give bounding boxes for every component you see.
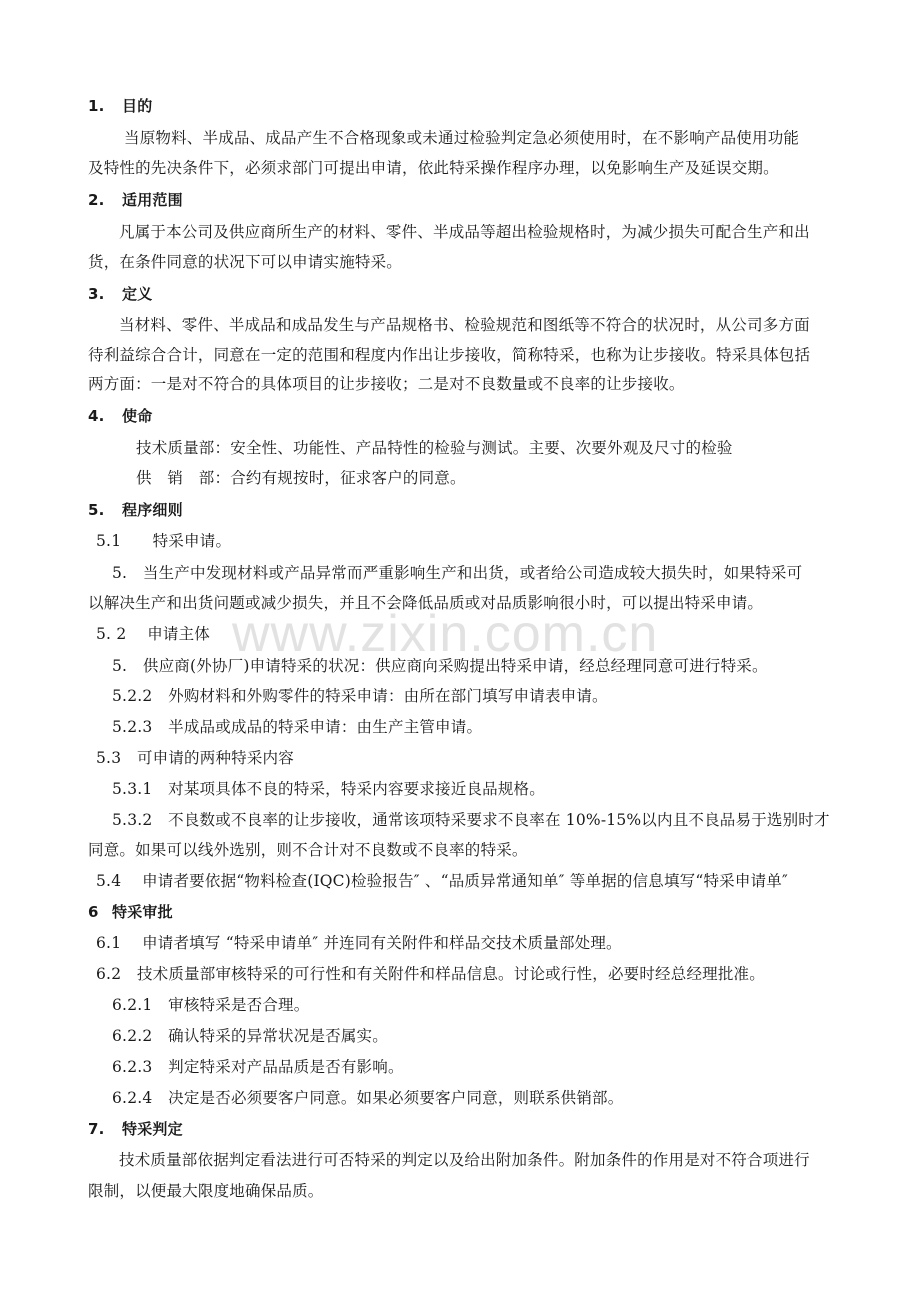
section-title: 特采判定: [122, 1120, 183, 1138]
section-number: 5.: [88, 501, 105, 519]
paragraph-line: 5.3.1 对某项具体不良的特采，特采内容要求接近良品规格。: [112, 780, 545, 798]
paragraph-line: 限制，以便最大限度地确保品质。: [88, 1182, 324, 1200]
section-1-heading: [88, 96, 152, 116]
section-title: 特采审批: [112, 903, 173, 921]
paragraph-line: 6.2 技术质量部审核特采的可行性和有关附件和样品信息。讨论或行性，必要时经总经理批准。: [96, 965, 765, 983]
paragraph-line: 5. 当生产中发现材料或产品异常而严重影响生产和出货，或者给公司造成较大损失时，如果特采可: [112, 564, 803, 582]
section-title: 使命: [122, 407, 153, 425]
subsection-heading: 5.1 特采申请。: [96, 532, 232, 550]
subsection-heading: 5.3 可申请的两种特采内容: [96, 749, 294, 767]
section-number: 2.: [88, 191, 105, 209]
section-number: 4.: [88, 407, 105, 425]
section-7-heading: [88, 1119, 183, 1139]
paragraph-line: 6.1 申请者填写 “特采申请单″ 并连同有关附件和样品交技术质量部处理。: [96, 934, 622, 952]
paragraph-line: 两方面：一是对不符合的具体项目的让步接收；二是对不良数量或不良率的让步接收。: [88, 375, 685, 393]
paragraph-line: 及特性的先决条件下，必须求部门可提出申请，依此特采操作程序办理，以免影响生产及延误交期。: [88, 159, 779, 177]
paragraph-line: 6.2.3 判定特采对产品品质是否有影响。: [112, 1058, 404, 1076]
section-3-heading: [88, 284, 152, 304]
paragraph-line: 凡属于本公司及供应商所生产的材料、零件、半成品等超出检验规格时，为减少损失可配合生产和出: [119, 223, 810, 241]
paragraph-line: 6.2.1 审核特采是否合理。: [112, 996, 310, 1014]
paragraph-line: 供 销 部：合约有规按时，征求客户的同意。: [136, 469, 466, 487]
section-title: 定义: [122, 285, 153, 303]
paragraph-line: 技术质量部：安全性、功能性、产品特性的检验与测试。主要、次要外观及尺寸的检验: [136, 439, 733, 457]
subsection-heading: 5. 2 申请主体: [96, 625, 211, 643]
section-6-heading: [88, 902, 173, 922]
paragraph-line: 当材料、零件、半成品和成品发生与产品规格书、检验规范和图纸等不符合的状况时，从公司多方面: [119, 316, 810, 334]
paragraph-line: 5.2.3 半成品或成品的特采申请：由生产主管申请。: [112, 718, 483, 736]
section-number: 7.: [88, 1120, 105, 1138]
section-number: 1.: [88, 97, 105, 115]
paragraph-line: 同意。如果可以线外选别，则不合计对不良数或不良率的特采。: [88, 841, 528, 859]
section-number: 3.: [88, 285, 105, 303]
paragraph-line: 待利益综合合计，同意在一定的范围和程度内作出让步接收，简称特采，也称为让步接收。特采具体包括: [88, 346, 811, 364]
paragraph-line: 6.2.2 确认特采的异常状况是否属实。: [112, 1027, 388, 1045]
paragraph-line: 5.3.2 不良数或不良率的让步接收，通常该项特采要求不良率在 10%-15%以内且不良品易于选别时才: [112, 811, 830, 829]
paragraph-line: 技术质量部依据判定看法进行可否特采的判定以及给出附加条件。附加条件的作用是对不符合项进行: [119, 1151, 810, 1169]
section-2-heading: [88, 190, 183, 210]
watermark: www.zixin.com.cn: [232, 605, 659, 663]
section-number: 6: [88, 903, 99, 921]
section-title: 目的: [122, 97, 153, 115]
paragraph-line: 6.2.4 决定是否必须要客户同意。如果必须要客户同意，则联系供销部。: [112, 1089, 624, 1107]
section-4-heading: [88, 406, 152, 426]
section-title: 程序细则: [122, 501, 183, 519]
paragraph-line: 5.4 申请者要依据“物料检查(IQC)检验报告″ 、“品质异常通知单″ 等单据的信息填写“特采申请单″: [96, 872, 788, 890]
paragraph-line: 5.2.2 外购材料和外购零件的特采申请：由所在部门填写申请表申请。: [112, 687, 608, 705]
paragraph-line: 5. 供应商(外协厂)申请特采的状况：供应商向采购提出特采申请，经总经理同意可进行特采。: [112, 657, 768, 675]
paragraph-line: 货，在条件同意的状况下可以申请实施特采。: [88, 253, 403, 271]
paragraph-line: 当原物料、半成品、成品产生不合格现象或未通过检验判定急必须使用时，在不影响产品使用功能: [124, 129, 800, 147]
paragraph-line: 以解决生产和出货问题或减少损失，并且不会降低品质或对品质影响很小时，可以提出特采申请。: [88, 594, 764, 612]
section-5-heading: [88, 500, 183, 520]
section-title: 适用范围: [122, 191, 183, 209]
